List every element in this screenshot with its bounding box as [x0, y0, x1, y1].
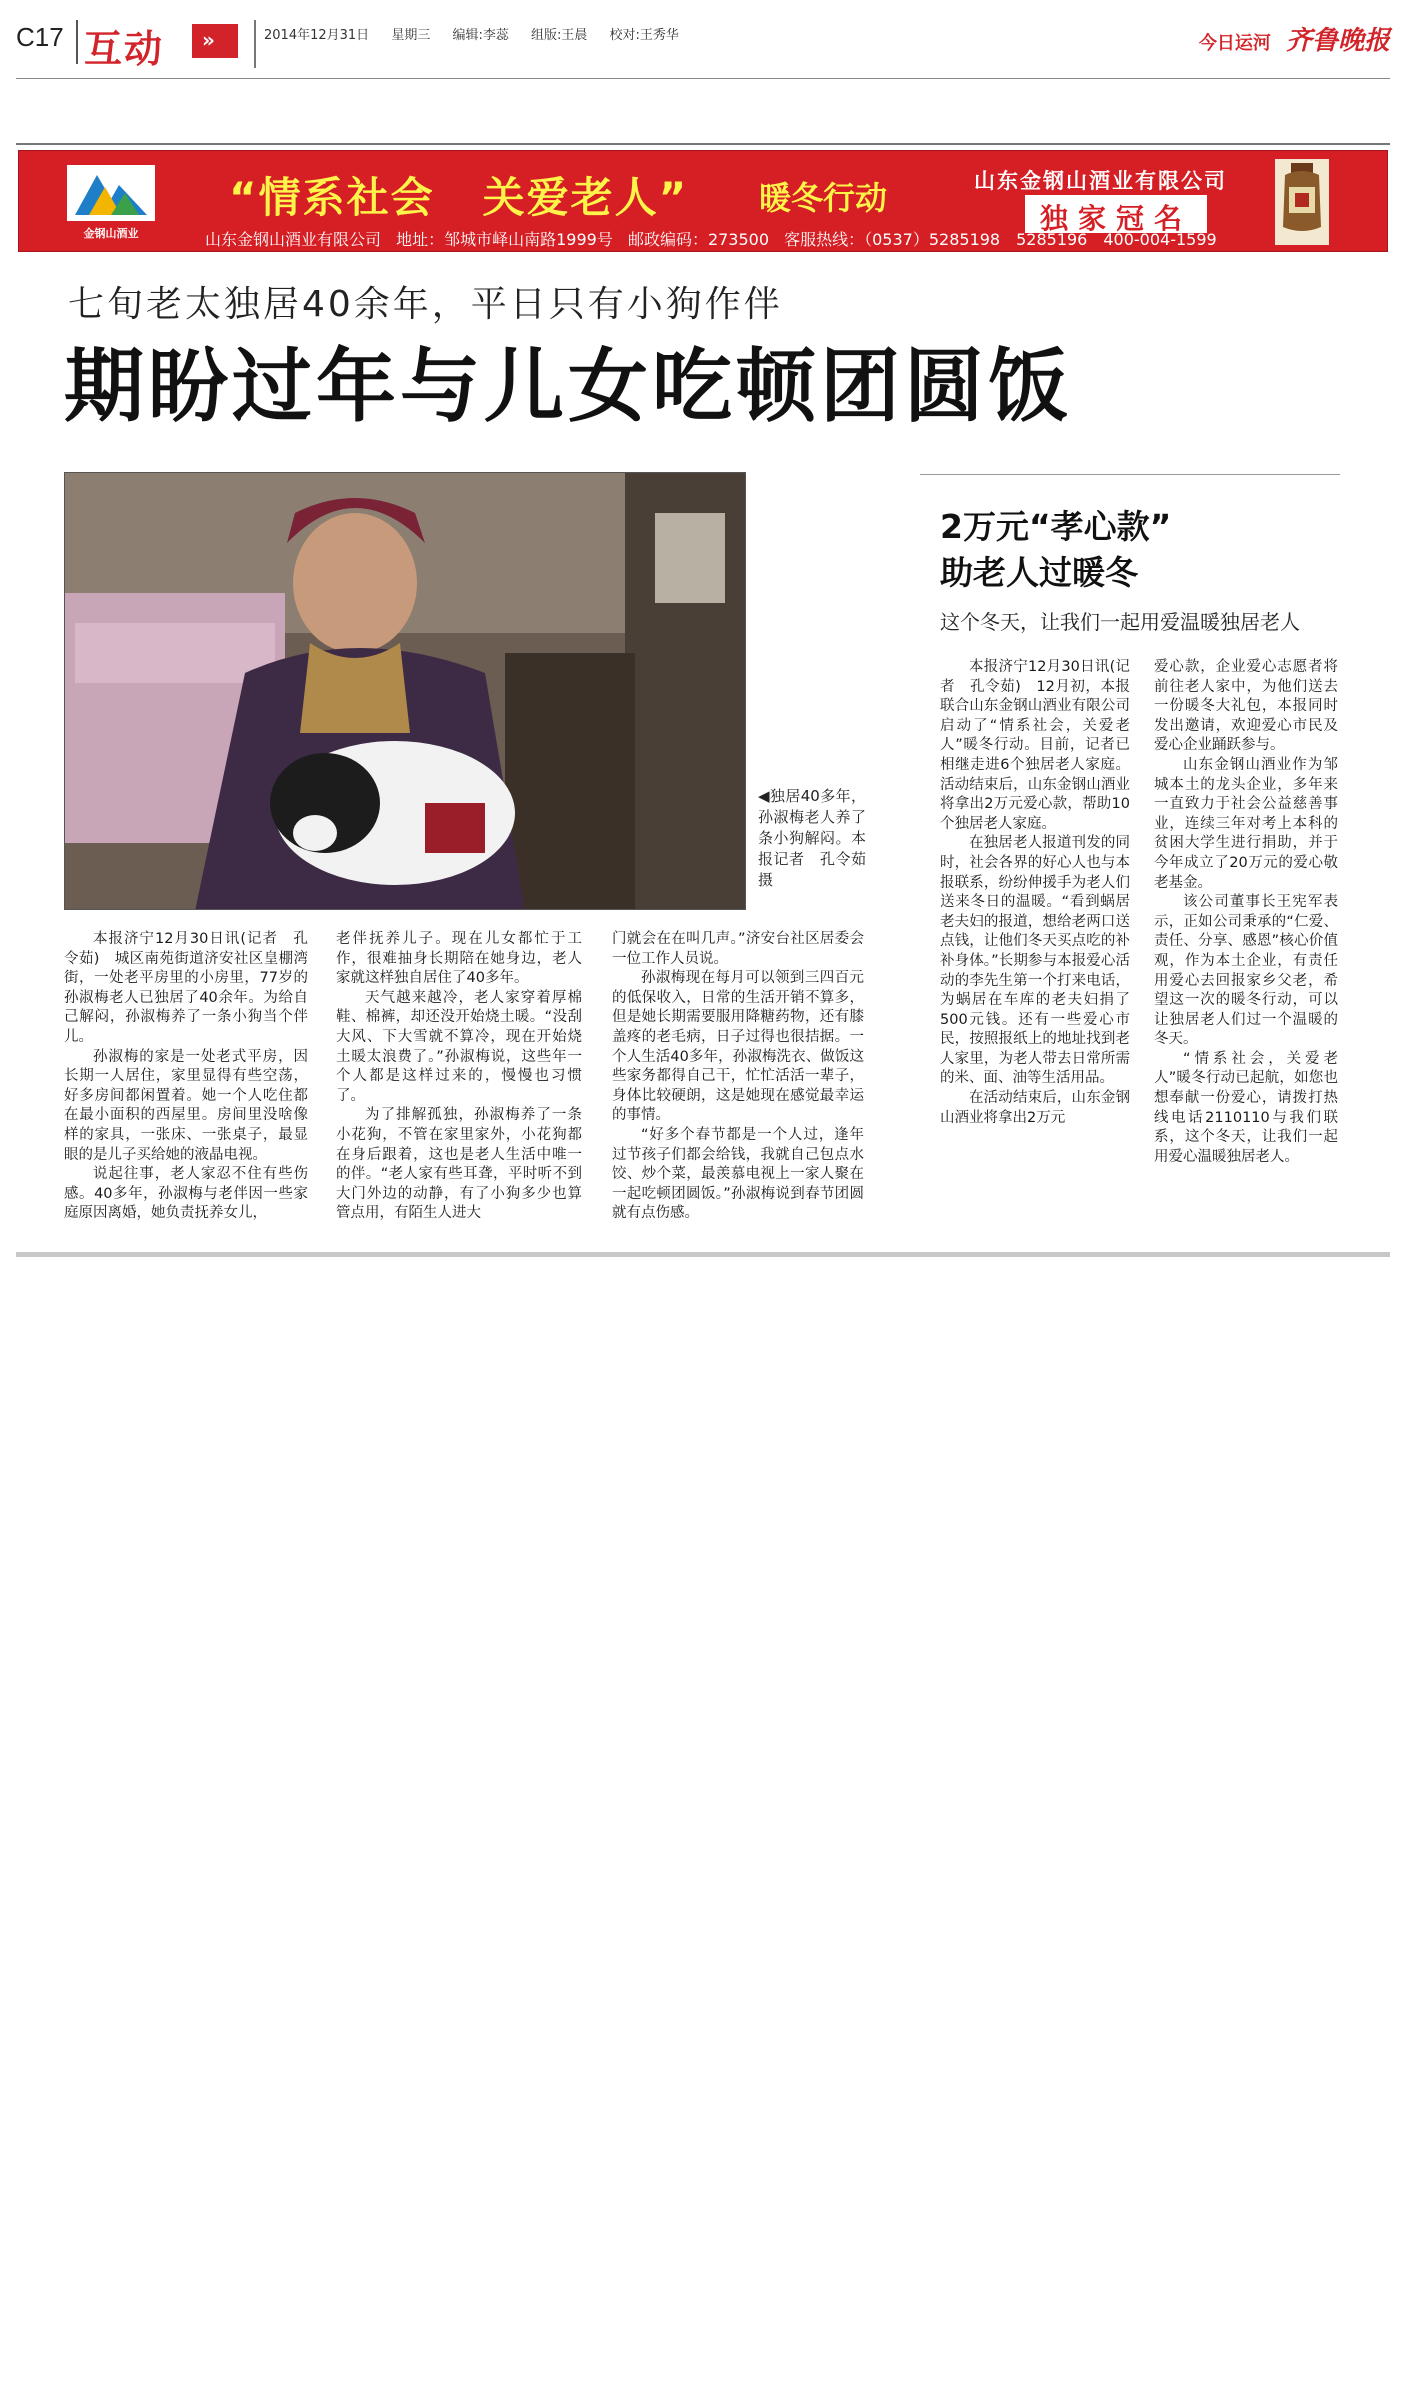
article-column-1: [64, 930, 308, 1224]
paragraph: 爱心款，企业爱心志愿者将前往老人家中，为他们送去一份暖冬大礼包，本报同时发出邀请，欢迎爱心市民及爱心企业踊跃参与。: [1154, 659, 1338, 754]
info-address: 地址：邹城市峄山南路1999号: [396, 230, 613, 249]
paragraph: 本报济宁12月30日讯(记者 孔令茹) 城区南苑街道济安社区皇棚湾街，一处老平房里的小房里，77岁的孙淑梅老人已独居了40余年。为给自己解闷，孙淑梅养了一条小狗当个伴儿。: [64, 931, 308, 1045]
sponsor-banner: [18, 150, 1388, 252]
masthead-divider: [76, 20, 78, 64]
masthead: [16, 18, 1390, 76]
sidebar-title-line-2: 助老人过暖冬: [940, 553, 1138, 592]
banner-top-rule: [16, 143, 1390, 145]
paragraph: 孙淑梅的家是一处老式平房，因长期一人居住，家里显得有些空荡，好多房间都闲置着。她一个人吃住都在最小面积的西屋里。房间里没啥像样的家具，一张床、一张桌子，最显眼的是儿子买给她的液晶电视。: [64, 1048, 308, 1163]
banner-contact-info: [205, 227, 1227, 250]
issue-date: 2014年12月31日: [264, 28, 370, 43]
edition-name: 今日运河: [1198, 33, 1271, 54]
banner-slogan: [229, 165, 688, 225]
paragraph: 在活动结束后，山东金钢山酒业将拿出2万元: [940, 1090, 1130, 1126]
elderly-woman-with-dog-photo: [65, 473, 746, 910]
sidebar-column-2: [1154, 658, 1338, 1167]
paragraph: 老伴抚养儿子。现在儿女都忙于工作，很难抽身长期陪在她身边，老人家就这样独自居住了40多年。: [336, 931, 582, 987]
sidebar-subtitle: 这个冬天，让我们一起用爱温暖独居老人: [940, 610, 1300, 634]
photo-caption: ◀独居40多年，孙淑梅老人养了条小狗解闷。本报记者 孔令茹 摄: [758, 787, 882, 889]
info-hotline: 客服热线：（0537）5285198 5285196 400-004-1599: [784, 230, 1217, 249]
logo-caption: 金钢山酒业: [83, 227, 139, 240]
paragraph: 本报济宁12月30日讯(记者 孔令茹) 12月初，本报联合山东金钢山酒业有限公司启动了“情系社会，关爱老人”暖冬行动。目前，记者已相继走进6个独居老人家庭。活动结束后，山东金钢山酒业将拿出2万元爱心款，帮助10个独居老人家庭。: [940, 659, 1130, 832]
slogan-part-1: “情系社会: [229, 173, 435, 222]
sidebar-rule: [920, 474, 1340, 475]
newspaper-name: 齐鲁晚报: [1285, 26, 1390, 56]
naming-label: 独家冠名: [1039, 202, 1192, 235]
paragraph: 天气越来越冷，老人家穿着厚棉鞋、棉裤，却还没开始烧土暖。“没刮大风、下大雪就不算冷，现在开始烧土暖太浪费了。”孙淑梅说，这些年一个人都是这样过来的，慢慢也习惯了。: [336, 989, 582, 1104]
article-column-3: [612, 930, 864, 1224]
paragraph: 在独居老人报道刊发的同时，社会各界的好心人也与本报联系，纷纷伸援手为老人们送来冬日的温暖。“看到蜗居老夫妇的报道，想给老两口送点钱，让他们冬天买点吃的补补身体。”长期参与本报爱心活动的李先生第一个打来电话，为蜗居在车库的老夫妇捐了500元钱。还有一些爱心市民，按照报纸上的地址找到老人家里，为老人带去日常所需的米、面、油等生活用品。: [940, 835, 1130, 1087]
masthead-divider-2: [254, 20, 256, 68]
info-company: 山东金钢山酒业有限公司: [205, 230, 382, 249]
article-photo: [64, 472, 746, 910]
masthead-right: [1199, 20, 1390, 57]
section-arrow-icon: [192, 24, 238, 58]
liquor-bottle-icon: [1273, 157, 1331, 247]
sidebar-title-line-1: 2万元“孝心款”: [940, 507, 1172, 546]
paragraph: “情系社会，关爱老人”暖冬行动已起航，如您也想奉献一份爱心，请拨打热线电话2110110与我们联系，这个冬天，让我们一起用爱心温暖独居老人。: [1154, 1050, 1338, 1165]
article-column-2: [336, 930, 582, 1224]
issue-credits: [264, 24, 697, 43]
banner-action: 暖冬行动: [759, 179, 888, 217]
editor-credit: 编辑:李蕊: [452, 28, 509, 43]
sidebar-title: [940, 504, 1171, 596]
slogan-part-2: 关爱老人”: [482, 173, 689, 222]
paragraph: 该公司董事长王宪军表示，正如公司秉承的“仁爱、责任、分享、感恩”核心价值观，作为本土企业，有责任用爱心去回报家乡父老，希望这一次的暖冬行动，可以让独居老人们过一个温暖的冬天。: [1154, 894, 1338, 1048]
paragraph: 门就会在在叫几声。”济安台社区居委会一位工作人员说。: [612, 931, 864, 967]
banner-company: 山东金钢山酒业有限公司: [974, 169, 1227, 193]
paragraph: “好多个春节都是一个人过，逢年过节孩子们都会给钱，我就自己包点水饺、炒个菜，最羡慕电视上一家人聚在一起吃顿团圆饭。”孙淑梅说到春节团圆就有点伤感。: [612, 1126, 864, 1222]
mountain-logo-icon: [59, 161, 163, 225]
section-arrow-glyph: »: [202, 28, 215, 52]
issue-weekday: 星期三: [391, 28, 431, 43]
article-headline: 期盼过年与儿女吃顿团圆饭: [64, 340, 1072, 433]
article-kicker: 七旬老太独居40余年，平日只有小狗作伴: [68, 284, 783, 325]
page-bottom-rule: [16, 1252, 1390, 1257]
paragraph: 山东金钢山酒业作为邹城本土的龙头企业，多年来一直致力于社会公益慈善事业，连续三年对考上本科的贫困大学生进行捐助，并于今年成立了20万元的爱心敬老基金。: [1154, 756, 1338, 891]
masthead-rule: [16, 78, 1390, 79]
paragraph: 说起往事，老人家忍不住有些伤感。40多年，孙淑梅与老伴因一些家庭原因离婚，她负责抚养女儿，: [64, 1166, 308, 1222]
sponsor-logo: [59, 161, 163, 243]
page-number: C17: [16, 22, 64, 52]
section-name: 互动: [84, 27, 165, 71]
paragraph: 为了排解孤独，孙淑梅养了一条小花狗，不管在家里家外，小花狗都在身后跟着，这也是老人生活中唯一的伴。“老人家有些耳聋，平时听不到大门外边的动静，有了小狗多少也算管点用，有陌生人进大: [336, 1107, 582, 1222]
paragraph: 孙淑梅现在每月可以领到三四百元的低保收入，日常的生活开销不算多，但是她长期需要服用降糖药物，还有膝盖疼的老毛病，日子过得也很拮据。一个人生活40多年，孙淑梅洗衣、做饭这些家务都得自己干，忙忙活活一辈子，身体比较硬朗，这是她现在感觉最幸运的事情。: [612, 970, 864, 1124]
proofreader-credit: 校对:王秀华: [609, 28, 679, 43]
info-postcode: 邮政编码：273500: [627, 230, 770, 249]
sidebar-column-1: [940, 658, 1130, 1128]
layout-credit: 组版:王晨: [531, 28, 588, 43]
